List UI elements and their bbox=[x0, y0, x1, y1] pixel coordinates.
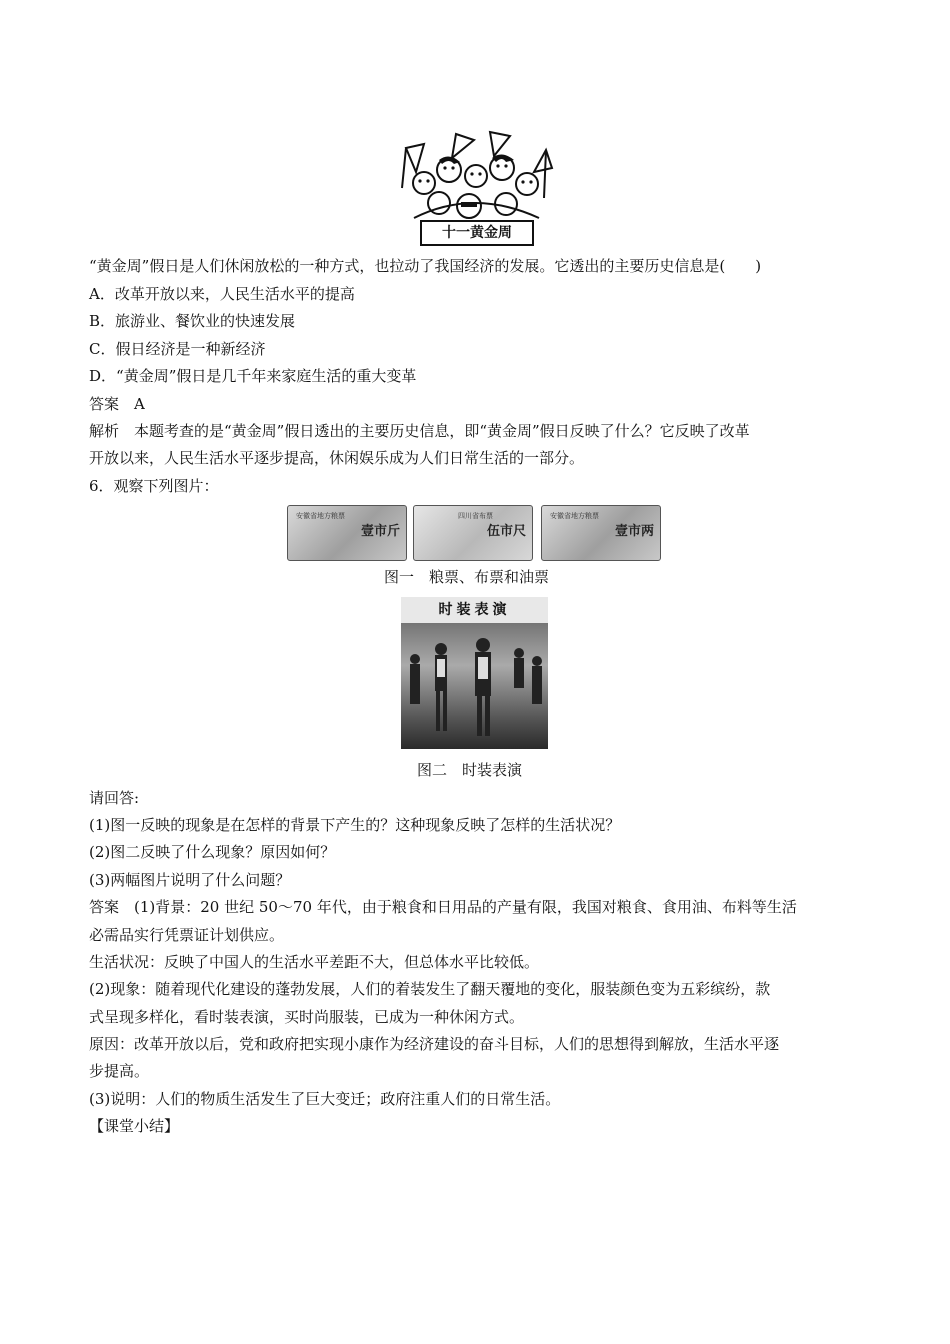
cartoon-label: 十一黄金周 bbox=[420, 220, 534, 246]
analysis-line-1: 解析 本题考查的是“黄金周”假日透出的主要历史信息，即“黄金周”假日反映了什么？它反映了改革 bbox=[89, 422, 750, 440]
question-6-stem: 6．观察下列图片： bbox=[89, 477, 219, 495]
option-c: C．假日经济是一种新经济 bbox=[89, 340, 266, 358]
option-a: A．改革开放以来，人民生活水平的提高 bbox=[89, 285, 355, 303]
ticket-value: 伍市尺 bbox=[486, 524, 526, 539]
golden-week-cartoon bbox=[394, 128, 554, 248]
fashion-show-photo bbox=[401, 597, 548, 749]
sub-question-3: (3)两幅图片说明了什么问题？ bbox=[89, 871, 291, 889]
ticket-value: 壹市两 bbox=[614, 524, 654, 539]
ticket-value: 壹市斤 bbox=[360, 524, 400, 539]
photo-banner: 时装表演 bbox=[401, 597, 548, 623]
answer-line-7: 步提高。 bbox=[89, 1062, 150, 1080]
question-stem: “黄金周”假日是人们休闲放松的一种方式，也拉动了我国经济的发展。它透出的主要历史信息是( ) bbox=[89, 257, 762, 275]
summary-heading: 【课堂小结】 bbox=[89, 1117, 180, 1135]
option-b: B．旅游业、餐饮业的快速发展 bbox=[89, 312, 296, 330]
ticket-header: 安徽省地方粮票 bbox=[296, 512, 345, 520]
cloth-ticket bbox=[413, 505, 533, 561]
answer-line-3: 生活状况：反映了中国人的生活水平差距不大，但总体水平比较低。 bbox=[89, 953, 540, 971]
answer-line-2: 必需品实行凭票证计划供应。 bbox=[89, 926, 285, 944]
runway-figures-icon bbox=[401, 597, 548, 749]
option-d: D．“黄金周”假日是几千年来家庭生活的重大变革 bbox=[89, 367, 417, 385]
analysis-line-2: 开放以来，人民生活水平逐步提高，休闲娱乐成为人们日常生活的一部分。 bbox=[89, 449, 585, 467]
sub-question-2: (2)图二反映了什么现象？原因如何？ bbox=[89, 843, 336, 861]
figure-1-caption: 图一 粮票、布票和油票 bbox=[384, 568, 550, 586]
sub-question-1: (1)图一反映的现象是在怎样的背景下产生的？这种现象反映了怎样的生活状况？ bbox=[89, 816, 621, 834]
ticket-header: 四川省布票 bbox=[458, 512, 493, 520]
answer-line-5: 式呈现多样化，看时装表演，买时尚服装，已成为一种休闲方式。 bbox=[89, 1008, 525, 1026]
prompt: 请回答: bbox=[89, 789, 140, 807]
answer-line-4: (2)现象：随着现代化建设的蓬勃发展，人们的着装发生了翻天覆地的变化，服装颜色变为五彩缤纷，款 bbox=[89, 980, 771, 998]
answer-label: 答案 A bbox=[89, 395, 145, 413]
ticket-header: 安徽省地方粮票 bbox=[550, 512, 599, 520]
figure-2-caption: 图二 时装表演 bbox=[417, 761, 523, 779]
answer-line-8: (3)说明：人们的物质生活发生了巨大变迁；政府注重人们的日常生活。 bbox=[89, 1090, 561, 1108]
answer-line-6: 原因：改革开放以后，党和政府把实现小康作为经济建设的奋斗目标，人们的思想得到解放，生活水平逐 bbox=[89, 1035, 780, 1053]
oil-ticket bbox=[541, 505, 661, 561]
answer-line-1: 答案 (1)背景：20 世纪 50～70 年代，由于粮食和日用品的产量有限，我国对粮食、食用油、布料等生活 bbox=[89, 898, 797, 916]
grain-ticket bbox=[287, 505, 407, 561]
